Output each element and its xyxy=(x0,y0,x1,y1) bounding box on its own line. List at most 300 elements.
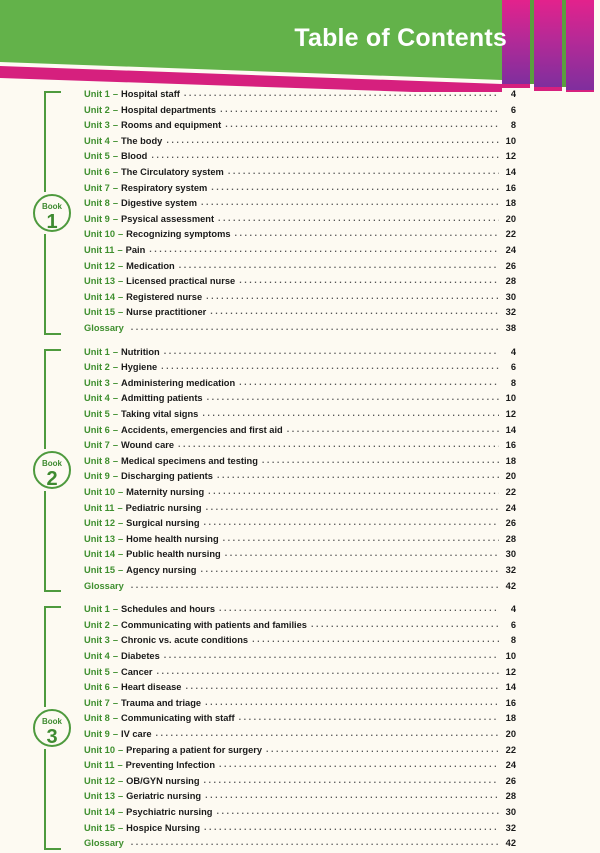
dot-leader xyxy=(217,470,499,479)
dot-leader xyxy=(131,322,499,331)
toc-entry-page-number: 18 xyxy=(505,455,516,466)
book-badge xyxy=(33,451,71,489)
toc-entry-unit: Unit 6 xyxy=(84,682,110,693)
toc-entry[interactable] xyxy=(0,681,600,697)
toc-entry-dash: – xyxy=(118,291,124,302)
dot-leader xyxy=(225,548,499,557)
dot-leader xyxy=(287,424,499,433)
toc-entry-page-number: 32 xyxy=(505,307,516,318)
toc-entry-dash: – xyxy=(118,744,124,755)
toc-entry-unit: Unit 10 xyxy=(84,229,115,240)
toc-entry-unit: Unit 5 xyxy=(84,408,110,419)
dot-leader xyxy=(218,213,499,222)
dot-leader xyxy=(149,244,499,253)
toc-entry-dash: – xyxy=(112,682,118,693)
dot-leader xyxy=(235,228,499,237)
toc-entry-title: Nutrition xyxy=(121,346,160,357)
toc-entry-title: Diabetes xyxy=(121,650,160,661)
toc-entry-title: The body xyxy=(121,135,163,146)
book-badge-word: Book xyxy=(42,201,62,211)
toc-entry[interactable] xyxy=(0,275,600,291)
toc-entry[interactable] xyxy=(0,806,600,822)
toc-entry-page-number: 8 xyxy=(510,635,516,646)
toc-entry-title: Communicating with staff xyxy=(121,713,235,724)
toc-entry-page-number: 26 xyxy=(505,518,516,529)
toc-entry-page-number: 14 xyxy=(505,166,516,177)
dot-leader xyxy=(239,377,499,386)
dot-leader xyxy=(239,275,499,284)
toc-entry-dash: – xyxy=(118,549,124,560)
toc-entry-unit: Unit 12 xyxy=(84,260,115,271)
toc-entry-unit: Unit 10 xyxy=(84,744,115,755)
toc-entry-page-number: 6 xyxy=(510,362,516,373)
toc-entry-list xyxy=(0,346,600,596)
toc-entry[interactable] xyxy=(0,533,600,549)
toc-entry-unit: Glossary xyxy=(84,322,124,333)
dot-leader xyxy=(204,775,499,784)
toc-entry-title: Discharging patients xyxy=(121,471,213,482)
toc-entry-unit: Unit 8 xyxy=(84,713,110,724)
toc-entry[interactable] xyxy=(0,361,600,377)
toc-entry[interactable] xyxy=(0,322,600,338)
toc-entry-unit: Unit 10 xyxy=(84,486,115,497)
toc-entry-title: Hospital staff xyxy=(121,89,180,99)
toc-entry-page-number: 12 xyxy=(505,151,516,162)
toc-content xyxy=(0,88,600,853)
toc-entry[interactable] xyxy=(0,392,600,408)
toc-entry-dash: – xyxy=(112,697,118,708)
toc-entry-page-number: 12 xyxy=(505,666,516,677)
toc-entry[interactable] xyxy=(0,728,600,744)
toc-entry-page-number: 10 xyxy=(505,650,516,661)
dot-leader xyxy=(166,135,499,144)
toc-entry[interactable] xyxy=(0,119,600,135)
dot-leader xyxy=(210,306,499,315)
dot-leader xyxy=(204,822,499,831)
toc-entry[interactable] xyxy=(0,650,600,666)
toc-entry-page-number: 14 xyxy=(505,682,516,693)
toc-entry-dash: – xyxy=(112,346,118,357)
toc-entry[interactable] xyxy=(0,291,600,307)
toc-entry-dash: – xyxy=(118,775,124,786)
toc-entry-dash: – xyxy=(112,198,118,209)
toc-entry-list xyxy=(0,603,600,853)
dot-leader xyxy=(131,837,499,846)
toc-entry-unit: Unit 7 xyxy=(84,697,110,708)
dot-leader xyxy=(239,712,499,721)
toc-entry-dash: – xyxy=(112,213,118,224)
dot-leader xyxy=(207,392,499,401)
book-section xyxy=(0,88,600,338)
toc-entry-dash: – xyxy=(118,822,124,833)
toc-entry-title: The Circulatory system xyxy=(121,166,224,177)
toc-entry-page-number: 24 xyxy=(505,502,516,513)
toc-entry-dash: – xyxy=(118,229,124,240)
toc-entry-page-number: 42 xyxy=(505,580,516,591)
toc-entry-title: Schedules and hours xyxy=(121,604,216,615)
toc-entry-dash: – xyxy=(117,502,123,513)
toc-entry-unit: Unit 14 xyxy=(84,549,115,560)
toc-entry-page-number: 28 xyxy=(505,276,516,287)
book-section xyxy=(0,603,600,853)
toc-entry-dash: – xyxy=(112,104,118,115)
toc-entry-page-number: 22 xyxy=(505,486,516,497)
toc-entry-unit: Unit 4 xyxy=(84,135,110,146)
toc-entry-unit: Unit 7 xyxy=(84,440,110,451)
toc-entry-title: Hygiene xyxy=(121,362,158,373)
toc-entry-unit: Unit 14 xyxy=(84,291,115,302)
dot-leader xyxy=(206,291,499,300)
toc-entry-dash: – xyxy=(112,455,118,466)
toc-entry-unit: Unit 9 xyxy=(84,471,110,482)
toc-entry-dash: – xyxy=(112,135,118,146)
toc-entry[interactable] xyxy=(0,260,600,276)
toc-entry-page-number: 6 xyxy=(510,104,516,115)
toc-entry-unit: Unit 2 xyxy=(84,619,110,630)
dot-leader xyxy=(200,564,499,573)
book-section xyxy=(0,346,600,596)
toc-entry[interactable] xyxy=(0,150,600,166)
toc-entry-title: Admitting patients xyxy=(121,393,203,404)
toc-entry-title: Medication xyxy=(126,260,175,271)
toc-entry-unit: Unit 8 xyxy=(84,198,110,209)
toc-entry-page-number: 30 xyxy=(505,806,516,817)
toc-entry-page-number: 22 xyxy=(505,229,516,240)
toc-entry[interactable] xyxy=(0,486,600,502)
toc-entry-dash: – xyxy=(112,408,118,419)
toc-entry-page-number: 16 xyxy=(505,697,516,708)
toc-entry-dash: – xyxy=(112,440,118,451)
dot-leader xyxy=(216,806,499,815)
toc-entry[interactable] xyxy=(0,837,600,853)
toc-entry-title: Administering medication xyxy=(121,377,236,388)
toc-entry-title: Chronic vs. acute conditions xyxy=(121,635,249,646)
book-badge-number: 2 xyxy=(46,468,58,491)
dot-leader xyxy=(206,502,499,511)
toc-entry-dash: – xyxy=(118,564,124,575)
dot-leader xyxy=(179,260,499,269)
toc-entry-unit: Unit 13 xyxy=(84,533,115,544)
toc-entry-page-number: 18 xyxy=(505,198,516,209)
book-badge-word: Book xyxy=(42,459,62,469)
toc-entry-page-number: 20 xyxy=(505,213,516,224)
toc-entry-title: Heart disease xyxy=(121,682,182,693)
toc-entry-unit: Unit 7 xyxy=(84,182,110,193)
toc-entry-page-number: 4 xyxy=(510,604,516,615)
toc-entry-page-number: 18 xyxy=(505,713,516,724)
dot-leader xyxy=(208,486,499,495)
toc-entry-page-number: 12 xyxy=(505,408,516,419)
toc-entry-unit: Unit 2 xyxy=(84,362,110,373)
toc-entry-dash: – xyxy=(118,533,124,544)
dot-leader xyxy=(211,182,499,191)
toc-entry-page-number: 16 xyxy=(505,440,516,451)
toc-entry-title: Medical specimens and testing xyxy=(121,455,258,466)
toc-entry-title: Psychiatric nursing xyxy=(126,806,213,817)
toc-entry-page-number: 28 xyxy=(505,791,516,802)
toc-entry-unit: Glossary xyxy=(84,838,124,849)
toc-entry-title: Preparing a patient for surgery xyxy=(126,744,263,755)
toc-entry-dash: – xyxy=(118,276,124,287)
toc-entry-page-number: 8 xyxy=(510,120,516,131)
toc-entry-title: Rooms and equipment xyxy=(121,120,222,131)
toc-entry[interactable] xyxy=(0,439,600,455)
toc-entry-page-number: 32 xyxy=(505,564,516,575)
toc-entry-page-number: 14 xyxy=(505,424,516,435)
toc-entry-dash: – xyxy=(118,260,124,271)
toc-entry-unit: Unit 3 xyxy=(84,120,110,131)
toc-entry-page-number: 28 xyxy=(505,533,516,544)
toc-entry-title: Registered nurse xyxy=(126,291,203,302)
toc-entry[interactable] xyxy=(0,697,600,713)
dot-leader xyxy=(252,634,499,643)
toc-entry-unit: Unit 2 xyxy=(84,104,110,115)
toc-entry-page-number: 20 xyxy=(505,471,516,482)
toc-entry-unit: Unit 5 xyxy=(84,666,110,677)
toc-entry-list xyxy=(0,88,600,338)
toc-entry[interactable] xyxy=(0,346,600,362)
toc-entry-title: Pain xyxy=(125,244,146,255)
toc-entry-dash: – xyxy=(112,89,118,99)
toc-entry-title: Blood xyxy=(121,151,148,162)
toc-entry-title: Hospital departments xyxy=(121,104,217,115)
toc-entry[interactable] xyxy=(0,548,600,564)
toc-entry[interactable] xyxy=(0,455,600,471)
dot-leader xyxy=(164,346,499,355)
toc-entry[interactable] xyxy=(0,306,600,322)
toc-entry-page-number: 42 xyxy=(505,838,516,849)
dot-leader xyxy=(204,517,499,526)
toc-entry-unit: Unit 12 xyxy=(84,518,115,529)
toc-entry-dash: – xyxy=(118,307,124,318)
toc-entry[interactable] xyxy=(0,104,600,120)
toc-entry-dash: – xyxy=(118,791,124,802)
toc-entry-page-number: 4 xyxy=(510,346,516,357)
toc-entry[interactable] xyxy=(0,182,600,198)
toc-entry-dash: – xyxy=(112,666,118,677)
toc-entry-dash: – xyxy=(112,635,118,646)
dot-leader xyxy=(156,728,500,737)
toc-entry[interactable] xyxy=(0,244,600,260)
toc-entry-page-number: 24 xyxy=(505,760,516,771)
dot-leader xyxy=(220,104,499,113)
toc-entry[interactable] xyxy=(0,213,600,229)
toc-entry-dash: – xyxy=(112,151,118,162)
dot-leader xyxy=(178,439,499,448)
toc-entry-page-number: 16 xyxy=(505,182,516,193)
toc-entry-title: Surgical nursing xyxy=(126,518,200,529)
toc-entry-page-number: 8 xyxy=(510,377,516,388)
toc-entry-dash: – xyxy=(112,713,118,724)
toc-entry-dash: – xyxy=(112,604,118,615)
toc-entry-unit: Unit 9 xyxy=(84,213,110,224)
toc-entry[interactable] xyxy=(0,424,600,440)
toc-entry-page-number: 32 xyxy=(505,822,516,833)
toc-entry-title: Communicating with patients and families xyxy=(121,619,307,630)
toc-entry-title: Taking vital signs xyxy=(121,408,199,419)
dot-leader xyxy=(225,119,499,128)
toc-entry-title: Wound care xyxy=(121,440,175,451)
toc-entry-title: Public health nursing xyxy=(126,549,221,560)
toc-entry-unit: Unit 8 xyxy=(84,455,110,466)
toc-entry-unit: Unit 1 xyxy=(84,89,110,99)
toc-entry[interactable] xyxy=(0,619,600,635)
toc-entry-unit: Unit 9 xyxy=(84,728,110,739)
toc-entry[interactable] xyxy=(0,790,600,806)
toc-entry[interactable] xyxy=(0,666,600,682)
toc-entry-page-number: 26 xyxy=(505,260,516,271)
toc-entry-dash: – xyxy=(118,518,124,529)
toc-entry-unit: Unit 15 xyxy=(84,307,115,318)
toc-entry-title: Pediatric nursing xyxy=(125,502,202,513)
book-badge-number: 3 xyxy=(46,725,58,748)
toc-entry-unit: Unit 15 xyxy=(84,822,115,833)
toc-entry-title: Agency nursing xyxy=(126,564,197,575)
toc-entry[interactable] xyxy=(0,603,600,619)
toc-entry-dash: – xyxy=(112,619,118,630)
toc-entry-unit: Unit 1 xyxy=(84,346,110,357)
toc-entry-unit: Unit 4 xyxy=(84,650,110,661)
toc-entry-dash: – xyxy=(112,166,118,177)
dot-leader xyxy=(184,88,499,97)
toc-entry-title: Recognizing symptoms xyxy=(126,229,231,240)
toc-entry-dash: – xyxy=(112,377,118,388)
toc-entry-unit: Unit 5 xyxy=(84,151,110,162)
toc-entry-page-number: 30 xyxy=(505,549,516,560)
toc-entry-unit: Unit 3 xyxy=(84,377,110,388)
toc-entry-title: Preventing Infection xyxy=(125,760,216,771)
book-badge xyxy=(33,194,71,232)
toc-entry[interactable] xyxy=(0,135,600,151)
toc-entry-unit: Unit 13 xyxy=(84,791,115,802)
toc-entry-page-number: 4 xyxy=(510,89,516,99)
toc-entry-title: Nurse practitioner xyxy=(126,307,207,318)
toc-entry[interactable] xyxy=(0,517,600,533)
toc-entry-title: Digestive system xyxy=(121,198,197,209)
toc-entry-unit: Unit 3 xyxy=(84,635,110,646)
toc-entry-unit: Unit 15 xyxy=(84,564,115,575)
toc-entry-title: Accidents, emergencies and first aid xyxy=(121,424,283,435)
toc-entry[interactable] xyxy=(0,228,600,244)
toc-entry-unit: Unit 11 xyxy=(84,502,115,513)
toc-entry-title: Licensed practical nurse xyxy=(126,276,236,287)
toc-entry[interactable] xyxy=(0,470,600,486)
page-title: Table of Contents xyxy=(294,24,507,52)
toc-entry-unit: Unit 11 xyxy=(84,760,115,771)
toc-entry[interactable] xyxy=(0,775,600,791)
toc-entry-dash: – xyxy=(112,728,118,739)
toc-entry-title: Hospice Nursing xyxy=(126,822,201,833)
toc-entry[interactable] xyxy=(0,197,600,213)
toc-entry-title: Respiratory system xyxy=(121,182,208,193)
dot-leader xyxy=(223,533,499,542)
toc-entry-title: Maternity nursing xyxy=(126,486,205,497)
dot-leader xyxy=(205,790,499,799)
toc-entry-unit: Glossary xyxy=(84,580,124,591)
toc-entry-dash: – xyxy=(112,424,118,435)
book-badge-word: Book xyxy=(42,716,62,726)
toc-entry-unit: Unit 4 xyxy=(84,393,110,404)
toc-entry-title: Trauma and triage xyxy=(121,697,202,708)
dot-leader xyxy=(205,697,499,706)
toc-entry-title: Psysical assessment xyxy=(121,213,215,224)
page-header xyxy=(0,0,600,92)
toc-entry-page-number: 6 xyxy=(510,619,516,630)
dot-leader xyxy=(219,603,499,612)
toc-entry-dash: – xyxy=(112,471,118,482)
toc-entry-dash: – xyxy=(118,486,124,497)
toc-entry[interactable] xyxy=(0,88,600,104)
toc-entry[interactable] xyxy=(0,634,600,650)
toc-entry-dash: – xyxy=(117,244,123,255)
toc-entry[interactable] xyxy=(0,502,600,518)
dot-leader xyxy=(228,166,499,175)
toc-entry-dash: – xyxy=(112,650,118,661)
toc-entry-dash: – xyxy=(118,806,124,817)
dot-leader xyxy=(161,361,499,370)
toc-entry-page-number: 24 xyxy=(505,244,516,255)
dot-leader xyxy=(266,744,499,753)
toc-entry-unit: Unit 6 xyxy=(84,424,110,435)
toc-entry-page-number: 26 xyxy=(505,775,516,786)
toc-entry-title: OB/GYN nursing xyxy=(126,775,200,786)
dot-leader xyxy=(262,455,499,464)
book-badge xyxy=(33,709,71,747)
toc-entry-title: Geriatric nursing xyxy=(126,791,202,802)
dot-leader xyxy=(185,681,499,690)
dot-leader xyxy=(219,759,499,768)
toc-entry-page-number: 22 xyxy=(505,744,516,755)
toc-entry[interactable] xyxy=(0,822,600,838)
toc-entry-unit: Unit 14 xyxy=(84,806,115,817)
toc-entry[interactable] xyxy=(0,166,600,182)
toc-entry-unit: Unit 11 xyxy=(84,244,115,255)
dot-leader xyxy=(131,580,499,589)
toc-entry-dash: – xyxy=(112,182,118,193)
toc-entry-page-number: 10 xyxy=(505,135,516,146)
toc-entry-title: IV care xyxy=(121,728,152,739)
toc-entry-page-number: 38 xyxy=(505,322,516,333)
toc-entry-unit: Unit 6 xyxy=(84,166,110,177)
toc-entry-page-number: 10 xyxy=(505,393,516,404)
dot-leader xyxy=(151,150,499,159)
dot-leader xyxy=(164,650,499,659)
toc-entry-unit: Unit 1 xyxy=(84,604,110,615)
toc-entry[interactable] xyxy=(0,759,600,775)
toc-entry[interactable] xyxy=(0,564,600,580)
toc-entry-unit: Unit 12 xyxy=(84,775,115,786)
dot-leader xyxy=(201,197,499,206)
toc-entry-title: Home health nursing xyxy=(126,533,219,544)
dot-leader xyxy=(311,619,499,628)
toc-entry[interactable] xyxy=(0,580,600,596)
toc-entry-unit: Unit 13 xyxy=(84,276,115,287)
dot-leader xyxy=(157,666,499,675)
dot-leader xyxy=(202,408,499,417)
toc-entry-dash: – xyxy=(112,393,118,404)
toc-entry-page-number: 20 xyxy=(505,728,516,739)
toc-entry[interactable] xyxy=(0,744,600,760)
toc-entry-page-number: 30 xyxy=(505,291,516,302)
toc-entry-dash: – xyxy=(112,120,118,131)
toc-entry[interactable] xyxy=(0,712,600,728)
toc-entry-dash: – xyxy=(117,760,123,771)
toc-entry-dash: – xyxy=(112,362,118,373)
toc-entry[interactable] xyxy=(0,377,600,393)
toc-entry[interactable] xyxy=(0,408,600,424)
toc-entry-title: Cancer xyxy=(121,666,153,677)
book-badge-number: 1 xyxy=(46,210,58,233)
